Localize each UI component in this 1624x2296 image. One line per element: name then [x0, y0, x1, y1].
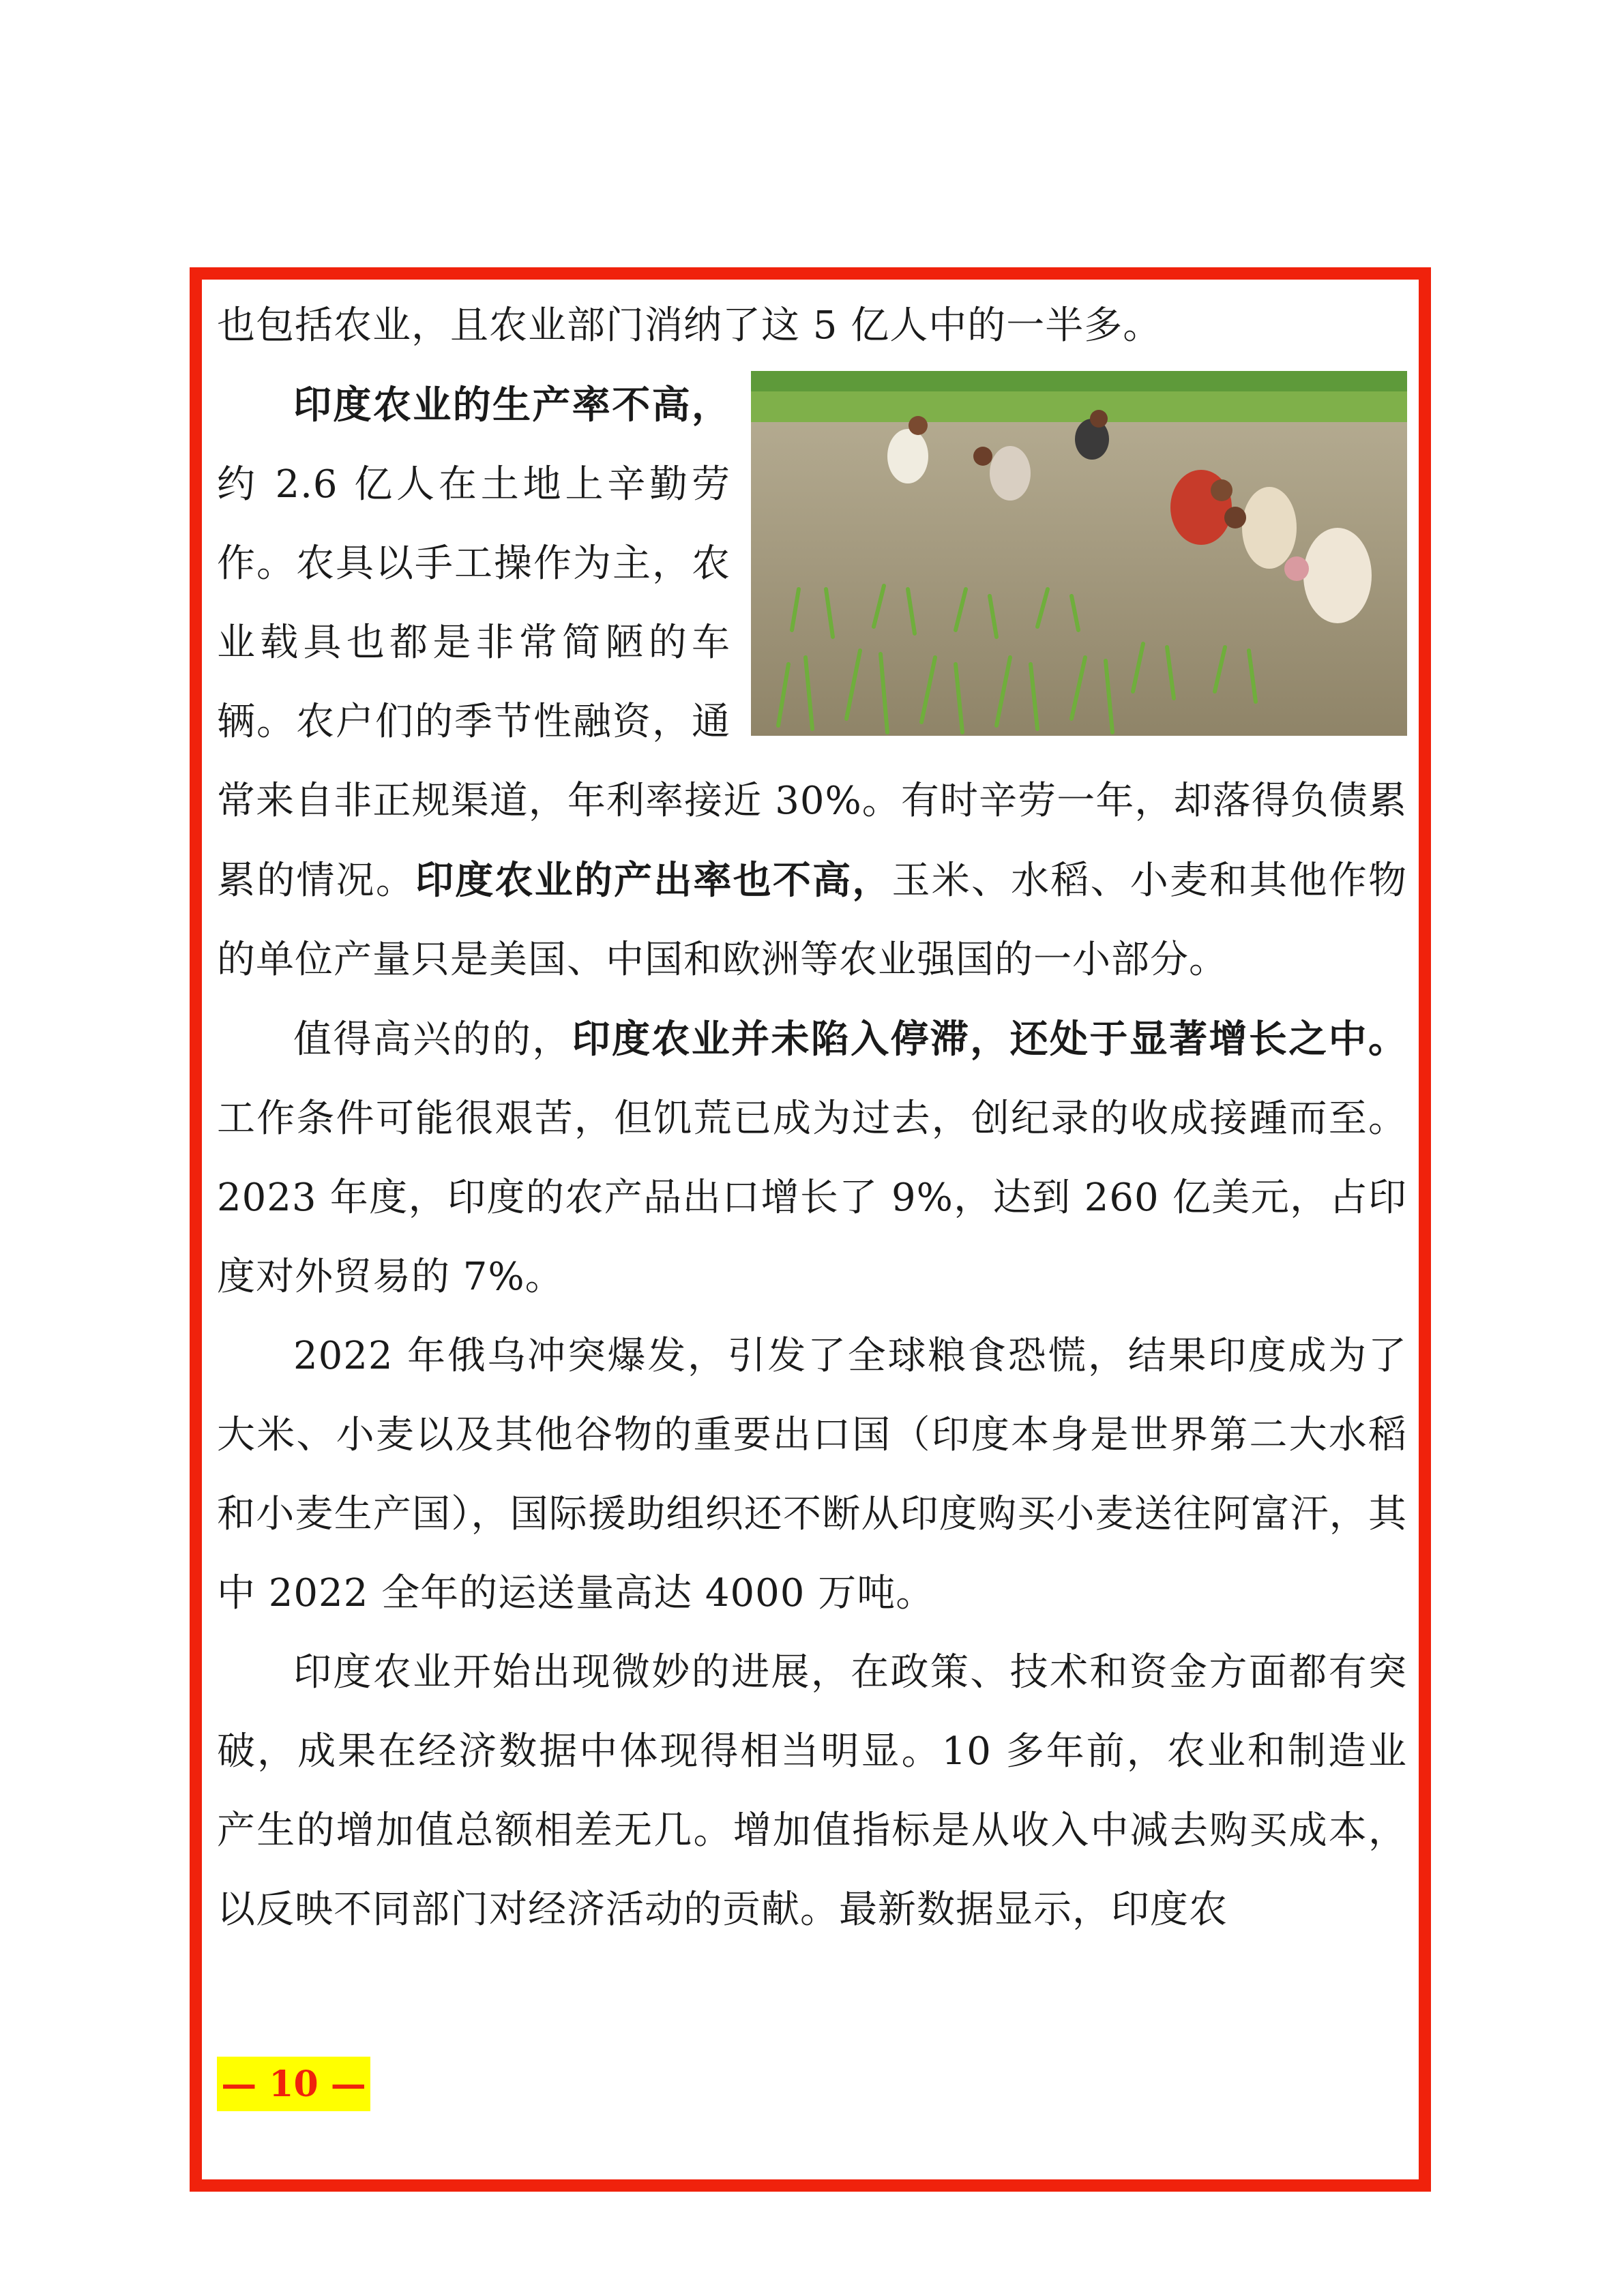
text-run: 2022 年俄乌冲突爆发，引发了全球粮食恐慌，结果印度成为了大米、小麦以及其他谷物的重要出口国（印度本身是世界第二大水稻和小麦生产国），国际援助组织还不断从印度购买小麦送往阿富汗，其中 2022 全年的运送量高达 4000 万吨。: [217, 1334, 1407, 1615]
paragraph-4: [217, 1317, 1407, 1633]
text-run: 值得高兴的的，: [293, 1017, 572, 1062]
text-run: 玉米、水稻、小麦和其他作物的单位产量只是美国、中国和欧洲等农业强国的一小部分。: [217, 859, 1408, 982]
text-run: 工作条件可能很艰苦，但饥荒已成为过去，创纪录的收成接踵而至。2023 年度，印度的农产品出口增长了 9%，达到 260 亿美元，占印度对外贸易的 7%。: [217, 1097, 1407, 1299]
text-run: 也包括农业，且农业部门消纳了这 5 亿人中的一半多。: [217, 303, 1162, 348]
text-run-bold: 印度农业的生产率不高，: [293, 383, 730, 428]
rice-planting-photo: [751, 371, 1407, 736]
text-run: 印度农业开始出现微妙的进展，在政策、技术和资金方面都有突破，成果在经济数据中体现得相当明显。10 多年前，农业和制造业产生的增加值总额相差无几。增加值指标是从收入中减去购买成本，以反映不同部门对经济活动的贡献。最新数据显示，印度农: [217, 1650, 1407, 1932]
paragraph-1: [217, 286, 1407, 366]
text-run-bold: 印度农业的产出率也不高，: [415, 858, 892, 903]
article-body: [217, 286, 1407, 1950]
text-run: 约 2.6 亿人在土地上辛勤劳作。农具以手工操作为主，农业载具也都是非常简陋的车辆。农户们的季节性融资，通常来自非正规渠道，年利率接近 30%。有时辛劳一年，却落得负债累累的情况。: [217, 462, 1407, 903]
page-number: — 10 —: [217, 2057, 370, 2111]
paragraph-2: [217, 366, 1407, 1000]
paragraph-3: [217, 1000, 1407, 1317]
text-run-bold: 印度农业并未陷入停滞，还处于显著增长之中。: [572, 1017, 1408, 1062]
paragraph-5: [217, 1633, 1407, 1950]
